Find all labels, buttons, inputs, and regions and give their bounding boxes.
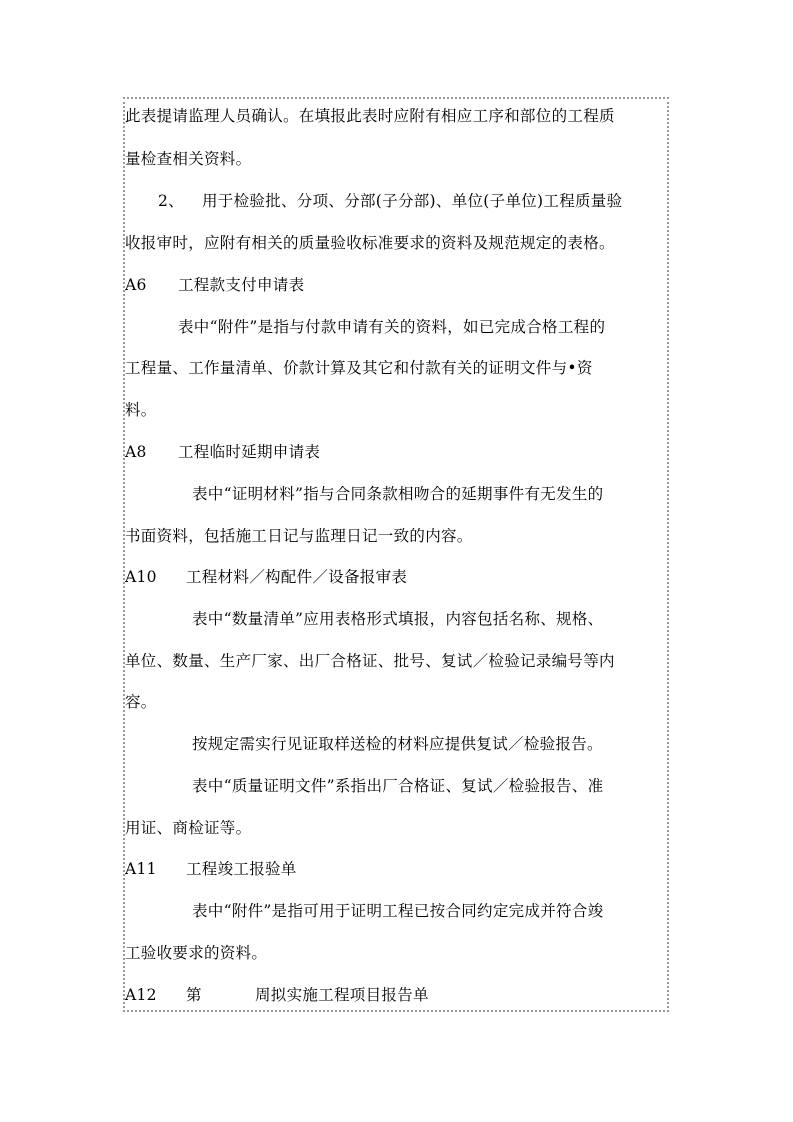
text-line: 工验收要求的资料。 — [125, 944, 268, 962]
form-title: 工程临时延期申请表 — [178, 443, 321, 461]
text-line: 表中“证明材料”指与合同条款相吻合的延期事件有无发生的 — [192, 485, 604, 503]
text-line: 表中“质量证明文件”系指出厂合格证、复试／检验报告、准 — [192, 777, 604, 795]
text-line: 料。 — [125, 401, 157, 419]
text-line: 量检查相关资料。 — [125, 150, 252, 168]
text-line: 表中“数量清单”应用表格形式填报，内容包括名称、规格、 — [192, 610, 604, 628]
text-line: 此表提请监理人员确认。在填报此表时应附有相应工序和部位的工程质 — [125, 107, 615, 125]
text-line: 单位、数量、生产厂家、出厂合格证、批号、复试／检验记录编号等内 — [125, 652, 615, 670]
form-title: 工程竣工报验单 — [186, 860, 297, 878]
text-line: 容。 — [125, 693, 157, 711]
form-code: A8 — [125, 443, 147, 461]
text-line: 表中“附件”是指与付款申请有关的资料，如已完成合格工程的 — [178, 318, 606, 336]
text-line: 书面资料，包括施工日记与监理日记一致的内容。 — [125, 527, 473, 545]
form-title: 工程款支付申请表 — [178, 276, 305, 294]
form-code: A10 — [125, 568, 157, 586]
form-code: A11 — [125, 860, 157, 878]
text-line: 用证、商检证等。 — [125, 819, 252, 837]
form-code: A12 — [125, 986, 157, 1004]
form-title-prefix: 第 — [186, 986, 202, 1004]
form-title: 工程材料／构配件／设备报审表 — [186, 568, 408, 586]
list-number: 2、 — [158, 192, 184, 210]
text-line: 表中“附件”是指可用于证明工程已按合同约定完成并符合竣 — [192, 902, 604, 920]
form-title: 周拟实施工程项目报告单 — [255, 986, 429, 1004]
text-line: 收报审时，应附有相关的质量验收标准要求的资料及规范规定的表格。 — [125, 234, 615, 252]
text-line: 用于检验批、分项、分部(子分部)、单位(子单位)工程质量验 — [202, 192, 623, 210]
form-code: A6 — [125, 276, 147, 294]
text-line: 工程量、工作量清单、价款计算及其它和付款有关的证明文件与•资 — [125, 359, 593, 377]
text-line: 按规定需实行见证取样送检的材料应提供复试／检验报告。 — [192, 735, 603, 753]
